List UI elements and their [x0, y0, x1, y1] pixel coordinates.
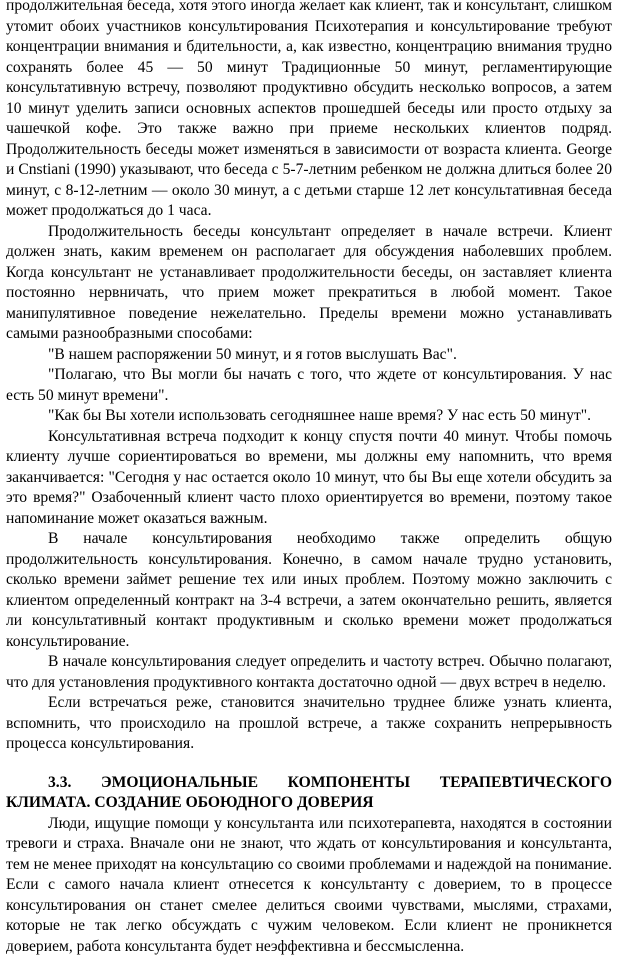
paragraph-rare-meetings: Если встречаться реже, становится значительно труднее ближе узнать клиента, вспомнить, что происходило на прошлой встрече, а также сохранить непрерывность процесса консультирования. [6, 693, 612, 755]
quote-use-time: "Как бы Вы хотели использовать сегодняшнее наше время? У нас есть 50 минут". [6, 406, 612, 427]
quote-start-expectations: "Полагаю, что Вы могли бы начать с того, что ждете от консультирования. У нас есть 50 минут времени". [6, 365, 612, 406]
paragraph-trust: Люди, ищущие помощи у консультанта или психотерапевта, находятся в состоянии тревоги и страха. Вначале они не знают, что ждать от консультирования и консультанта, тем не менее приходят на консультацию со своими проблемами и надеждой на понимание. Если с самого начала клиент отнесется к консультанту с доверием, то в процессе консультирования он станет смелее делиться своими чувствами, мыслями, страхами, которые не так легко обсуждать с чужим человеком. Если клиент не проникнется доверием, работа консультанта будет неэффективна и бессмысленна. [6, 814, 612, 957]
section-heading: 3.3. ЭМОЦИОНАЛЬНЫЕ КОМПОНЕНТЫ ТЕРАПЕВТИЧЕСКОГО КЛИМАТА. СОЗДАНИЕ ОБОЮДНОГО ДОВЕРИЯ [6, 773, 612, 814]
quote-50-minutes: "В нашем распоряжении 50 минут, и я готов выслушать Вас". [6, 345, 612, 366]
paragraph-session-ending: Консультативная встреча подходит к концу спустя почти 40 минут. Чтобы помочь клиенту лучше сориентироваться во времени, мы должны ему напомнить, что время заканчивается: "Сегодня у нас остается около 10 минут, что бы Вы еще хотели обсудить за это время?" Озабоченный клиент часто плохо ориентируется во времени, поэтому такое напоминание может оказаться важным. [6, 427, 612, 530]
paragraph-meeting-frequency: В начале консультирования следует определить и частоту встреч. Обычно полагают, что для установления продуктивного контакта достаточно одной — двух встреч в неделю. [6, 652, 612, 693]
paragraph-total-duration: В начале консультирования необходимо также определить общую продолжительность консультирования. Конечно, в самом начале трудно установить, сколько времени займет решение тех или иных проблем. Поэтому можно заключить с клиентом определенный контракт на 3-4 встречи, а затем окончательно решить, является ли консультативный контакт продуктивным и сколько времени может продолжаться консультирование. [6, 529, 612, 652]
paragraph-set-duration: Продолжительность беседы консультант определяет в начале встречи. Клиент должен знать, каким временем он располагает для обсуждения наболевших проблем. Когда консультант не устанавливает продолжительности беседы, он заставляет клиента постоянно нервничать, что прием может прекратиться в любой момент. Такое манипулятивное поведение нежелательно. Пределы времени можно устанавливать самыми разнообразными способами: [6, 222, 612, 345]
paragraph-session-length: продолжительная беседа, хотя этого иногда желает как клиент, так и консультант, слишком утомит обоих участников консультирования Психотерапия и консультирование требуют концентрации внимания и бдительности, а, как известно, концентрацию внимания трудно сохранять более 45 — 50 минут Традиционные 50 минут, регламентирующие консультативную встречу, позволяют продуктивно обсудить несколько вопросов, а затем 10 минут уделить записи основных аспектов прошедшей беседы или просто отдыху за чашечкой кофе. Это также важно при приеме нескольких клиентов подряд. Продолжительность беседы может изменяться в зависимости от возраста клиента. George и Cnstiani (1990) указывают, что беседа с 5-7-летним ребенком не должна длиться более 20 минут, с 8-12-летним — около 30 минут, а с детьми старше 12 лет консультативная беседа может продолжаться до 1 часа. [6, 0, 612, 222]
